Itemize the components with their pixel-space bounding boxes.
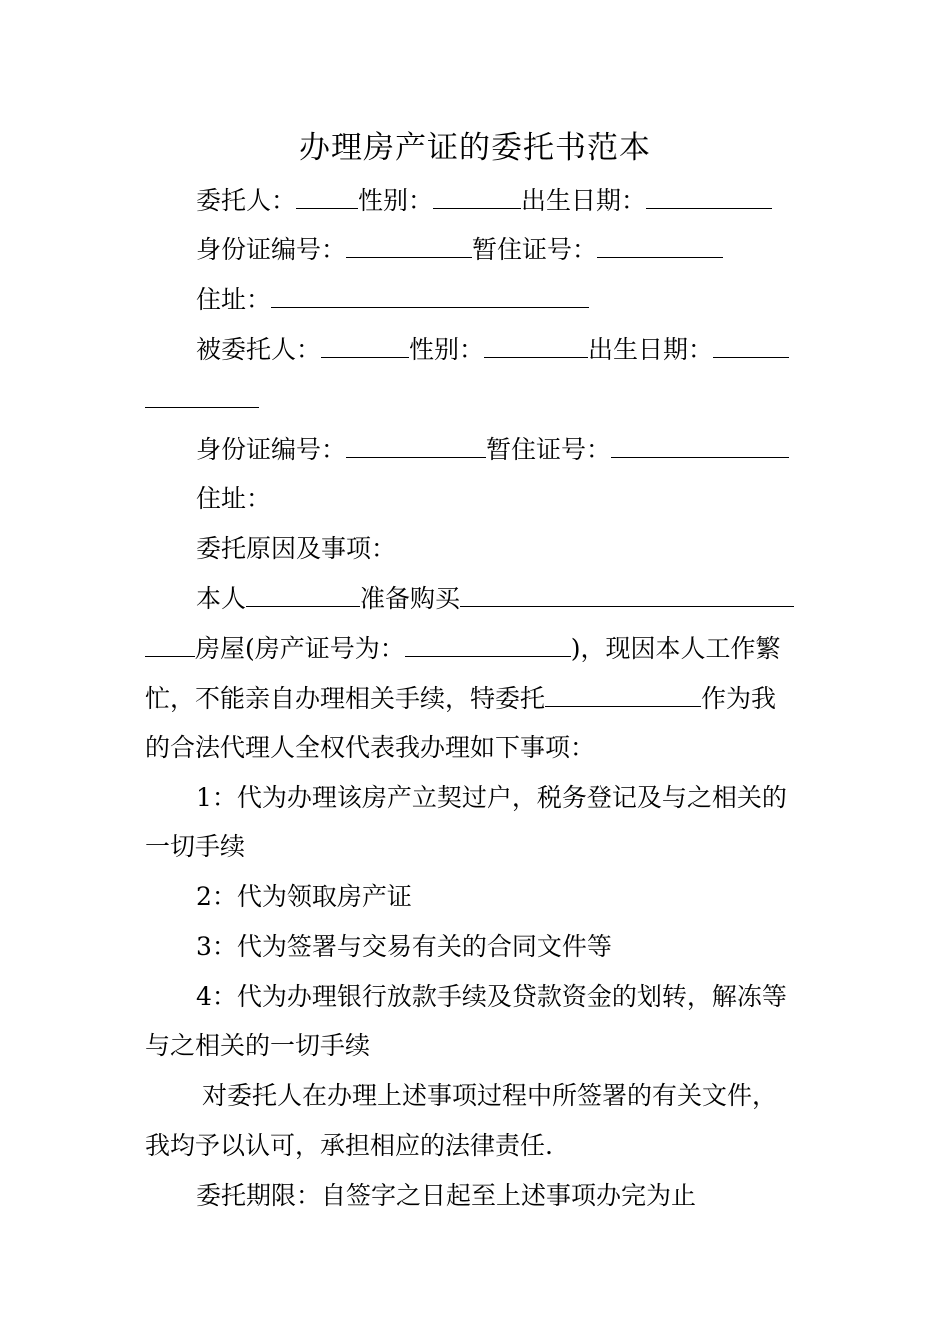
principal-line-3 bbox=[196, 283, 589, 317]
principal-permit-blank[interactable] bbox=[597, 235, 723, 258]
agent-permit-label: 暂住证号： bbox=[486, 435, 612, 464]
agent-name-blank-2[interactable] bbox=[545, 684, 701, 707]
document-title: 办理房产证的委托书范本 bbox=[299, 130, 651, 166]
body-line-1 bbox=[196, 582, 794, 616]
principal-line-1 bbox=[196, 184, 772, 218]
agent-name-label: 被委托人： bbox=[196, 335, 322, 364]
agent-address-label: 住址： bbox=[196, 484, 272, 513]
body-line-4: 的合法代理人全权代表我办理如下事项： bbox=[145, 733, 596, 762]
item-4-cont: 与之相关的一切手续 bbox=[145, 1031, 371, 1060]
term-line: 委托期限：自签字之日起至上述事项办完为止 bbox=[196, 1181, 697, 1210]
agent-name-blank[interactable] bbox=[321, 335, 409, 358]
body-text-purchase: 准备购买 bbox=[360, 584, 461, 613]
agent-line-2 bbox=[196, 433, 789, 467]
principal-gender-blank[interactable] bbox=[433, 186, 521, 209]
agent-line-1-cont bbox=[145, 383, 259, 417]
body-text-busy: )，现因本人工作繁 bbox=[570, 634, 781, 663]
principal-line-2 bbox=[196, 233, 723, 267]
body-line-2 bbox=[145, 632, 781, 666]
agent-birth-blank[interactable] bbox=[713, 335, 789, 358]
agent-gender-blank[interactable] bbox=[484, 335, 588, 358]
agent-id-label: 身份证编号： bbox=[196, 435, 347, 464]
agent-line-3 bbox=[196, 482, 271, 516]
agent-id-blank[interactable] bbox=[346, 435, 486, 458]
agent-birth-label: 出生日期： bbox=[588, 335, 714, 364]
item-4: 4：代为办理银行放款手续及贷款资金的划转，解冻等 bbox=[196, 982, 787, 1011]
body-text-as: 作为我 bbox=[701, 684, 777, 713]
item-1: 1：代为办理该房产立契过户，税务登记及与之相关的 bbox=[196, 783, 787, 812]
self-name-blank[interactable] bbox=[246, 584, 360, 607]
item-3: 3：代为签署与交易有关的合同文件等 bbox=[196, 932, 612, 961]
agent-permit-blank[interactable] bbox=[611, 435, 789, 458]
approval-line-2: 我均予以认可，承担相应的法律责任. bbox=[145, 1131, 553, 1160]
principal-birth-label: 出生日期： bbox=[521, 186, 647, 215]
principal-birth-blank[interactable] bbox=[646, 186, 772, 209]
body-text-self: 本人 bbox=[196, 584, 247, 613]
body-text-house: 房屋(房产证号为： bbox=[195, 634, 405, 663]
body-line-3 bbox=[145, 682, 776, 716]
principal-address-label: 住址： bbox=[196, 285, 272, 314]
agent-birth-blank-cont[interactable] bbox=[145, 385, 259, 408]
principal-address-blank[interactable] bbox=[271, 285, 589, 308]
body-text-entrust: 忙，不能亲自办理相关手续，特委托 bbox=[145, 684, 546, 713]
approval-line-1: 对委托人在办理上述事项过程中所签署的有关文件， bbox=[202, 1081, 778, 1110]
principal-id-label: 身份证编号： bbox=[196, 235, 347, 264]
principal-name-blank[interactable] bbox=[296, 186, 358, 209]
agent-line-1 bbox=[196, 333, 789, 367]
certificate-number-blank[interactable] bbox=[405, 634, 571, 657]
principal-id-blank[interactable] bbox=[346, 235, 472, 258]
property-blank-cont[interactable] bbox=[145, 634, 195, 657]
item-2: 2：代为领取房产证 bbox=[196, 882, 412, 911]
matters-heading: 委托原因及事项： bbox=[196, 534, 397, 563]
principal-gender-label: 性别： bbox=[358, 186, 434, 215]
agent-gender-label: 性别： bbox=[409, 335, 485, 364]
principal-name-label: 委托人： bbox=[196, 186, 297, 215]
property-blank[interactable] bbox=[460, 584, 794, 607]
item-1-cont: 一切手续 bbox=[145, 832, 246, 861]
principal-permit-label: 暂住证号： bbox=[472, 235, 598, 264]
